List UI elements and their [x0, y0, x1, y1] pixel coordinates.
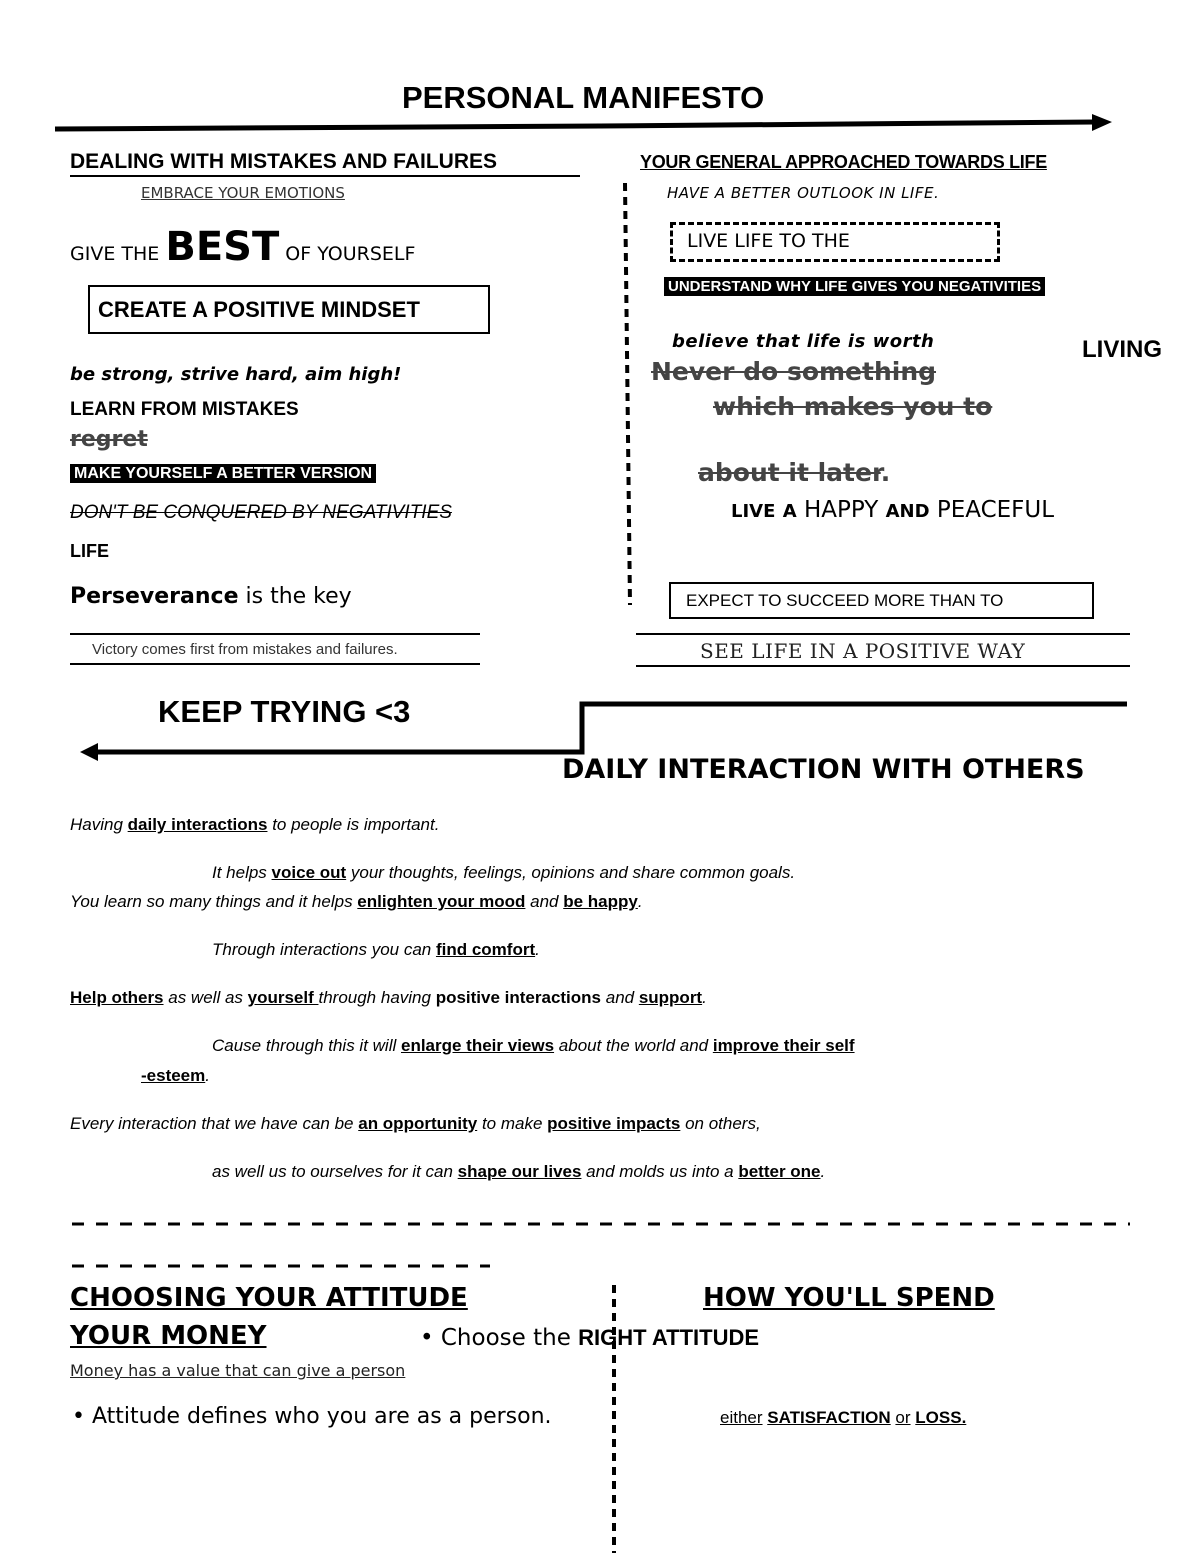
positive-mindset-box: CREATE A POSITIVE MINDSET: [88, 285, 490, 334]
p8-d: positive impacts: [547, 1114, 681, 1133]
p4-a: Through interactions you can: [212, 940, 436, 959]
believe-text: believe that life is worth: [672, 331, 935, 352]
daily-paragraph-2: [212, 863, 795, 883]
victory-text: Victory comes first from mistakes and failures.: [92, 641, 398, 658]
give-post: OF YOURSELF: [285, 243, 416, 265]
p6-a: Cause through this it will: [212, 1036, 401, 1055]
live-happy-line: [731, 497, 1054, 523]
money-heading-left: YOUR MONEY: [70, 1321, 267, 1351]
p8-c: to make: [477, 1114, 548, 1133]
left-section-heading: DEALING WITH MISTAKES AND FAILURES: [70, 150, 497, 173]
p5-d: through having: [318, 988, 436, 1007]
p5-g: support: [638, 988, 703, 1007]
p9-d: better one: [738, 1162, 821, 1181]
p5-f: and: [601, 988, 639, 1007]
p8-a: Every interaction that we have can be: [70, 1114, 359, 1133]
p1-a: Having: [70, 815, 128, 834]
happy-word: HAPPY: [803, 497, 879, 523]
p9-e: .: [820, 1162, 826, 1181]
p3-c: and: [525, 892, 564, 911]
keep-trying-text: KEEP TRYING <3: [158, 694, 411, 729]
expect-box: EXPECT TO SUCCEED MORE THAN TO: [669, 582, 1094, 619]
embrace-emotions-text: EMBRACE YOUR EMOTIONS: [141, 184, 345, 202]
p7-b: .: [205, 1066, 210, 1085]
give-best-line: [70, 224, 415, 270]
p6-d: improve their self: [712, 1036, 855, 1055]
p5-h: .: [702, 988, 707, 1007]
loss-word: LOSS.: [915, 1408, 967, 1427]
daily-paragraph-3: [70, 892, 643, 912]
about-line: [698, 459, 890, 488]
daily-paragraph-4: [212, 940, 540, 960]
p3-d: be happy: [563, 892, 638, 911]
perseverance-word: Perseverance: [70, 584, 239, 609]
p9-b: shape our lives: [457, 1162, 582, 1181]
living-text: LIVING: [1082, 336, 1163, 363]
perseverance-line: [70, 584, 352, 609]
p2-b: voice out: [271, 863, 347, 882]
page-title: PERSONAL MANIFESTO: [402, 80, 765, 115]
daily-paragraph-1: [70, 815, 439, 835]
right-attitude: RIGHT ATTITUDE: [578, 1325, 760, 1350]
p1-b: daily interactions: [127, 815, 268, 834]
and-word: AND: [885, 501, 930, 522]
p1-c: to people is important.: [267, 815, 440, 834]
choose-attitude-line: [420, 1325, 759, 1351]
live-life-box: LIVE LIFE TO THE: [670, 222, 1000, 262]
better-version-label: [70, 465, 376, 483]
attitude-heading: CHOOSING YOUR ATTITUDE: [70, 1283, 468, 1313]
p5-e: positive interactions: [435, 988, 602, 1007]
daily-heading: DAILY INTERACTION WITH OTHERS: [562, 754, 1085, 785]
negativities-text: DON'T BE CONQUERED BY NEGATIVITIES: [70, 502, 452, 523]
money-heading-right: HOW YOU'LL SPEND: [703, 1283, 995, 1313]
p8-e: on others,: [680, 1114, 761, 1133]
about-text: about it later: [698, 458, 881, 487]
p8-b: an opportunity: [358, 1114, 478, 1133]
about-period: .: [880, 458, 891, 487]
understand-text: UNDERSTAND WHY LIFE GIVES YOU NEGATIVITIES: [664, 277, 1045, 296]
p6-b: enlarge their views: [400, 1036, 555, 1055]
p5-c: yourself: [247, 988, 319, 1007]
p2-a: It helps: [212, 863, 272, 882]
p9-c: and molds us into a: [581, 1162, 739, 1181]
p3-e: .: [637, 892, 643, 911]
see-life-text: SEE LIFE IN A POSITIVE WAY: [700, 639, 1026, 663]
p5-a: Help others: [70, 988, 164, 1007]
p9-a: as well us to ourselves for it can: [212, 1162, 458, 1181]
daily-paragraph-9: [212, 1162, 825, 1182]
p5-b: as well as: [163, 988, 248, 1007]
p6-c: about the world and: [554, 1036, 713, 1055]
perseverance-rest: is the key: [245, 584, 352, 609]
live-word: LIVE: [731, 501, 776, 522]
which-text: which makes you to: [713, 392, 993, 421]
p3-b: enlighten your mood: [357, 892, 526, 911]
daily-paragraph-6: [212, 1036, 855, 1056]
either-word: either: [720, 1408, 763, 1427]
life-text: LIFE: [70, 541, 109, 561]
peaceful-word: PEACEFUL: [936, 497, 1055, 523]
p7-a: -esteem: [141, 1066, 206, 1085]
or-word: or: [895, 1408, 911, 1427]
daily-paragraph-5: [70, 988, 707, 1008]
attitude-defines-text: • Attitude defines who you are as a person.: [72, 1404, 552, 1429]
regret-text: regret: [70, 427, 148, 452]
satisfaction-line: [720, 1408, 966, 1428]
p3-a: You learn so many things and it helps: [70, 892, 358, 911]
daily-paragraph-8: [70, 1114, 761, 1134]
a-word: A: [782, 501, 797, 522]
better-version-text: MAKE YOURSELF A BETTER VERSION: [70, 464, 376, 483]
satisfaction-word: SATISFACTION: [767, 1408, 891, 1427]
give-pre: GIVE THE: [70, 243, 160, 265]
daily-paragraph-7: [141, 1066, 210, 1086]
never-text: Never do something: [651, 357, 937, 386]
understand-label: [664, 278, 1045, 295]
p2-c: your thoughts, feelings, opinions and share common goals.: [346, 863, 796, 882]
p4-c: .: [535, 940, 540, 959]
right-section-heading: YOUR GENERAL APPROACHED TOWARDS LIFE: [640, 152, 1047, 172]
p4-b: find comfort: [435, 940, 536, 959]
strive-text: be strong, strive hard, aim high!: [70, 364, 402, 385]
give-best: BEST: [165, 224, 280, 270]
choose-bullet: • Choose the: [420, 1325, 579, 1351]
learn-from-mistakes: LEARN FROM MISTAKES: [70, 399, 299, 420]
outlook-text: HAVE A BETTER OUTLOOK IN LIFE.: [667, 184, 940, 202]
money-value-text: Money has a value that can give a person: [70, 1361, 406, 1380]
